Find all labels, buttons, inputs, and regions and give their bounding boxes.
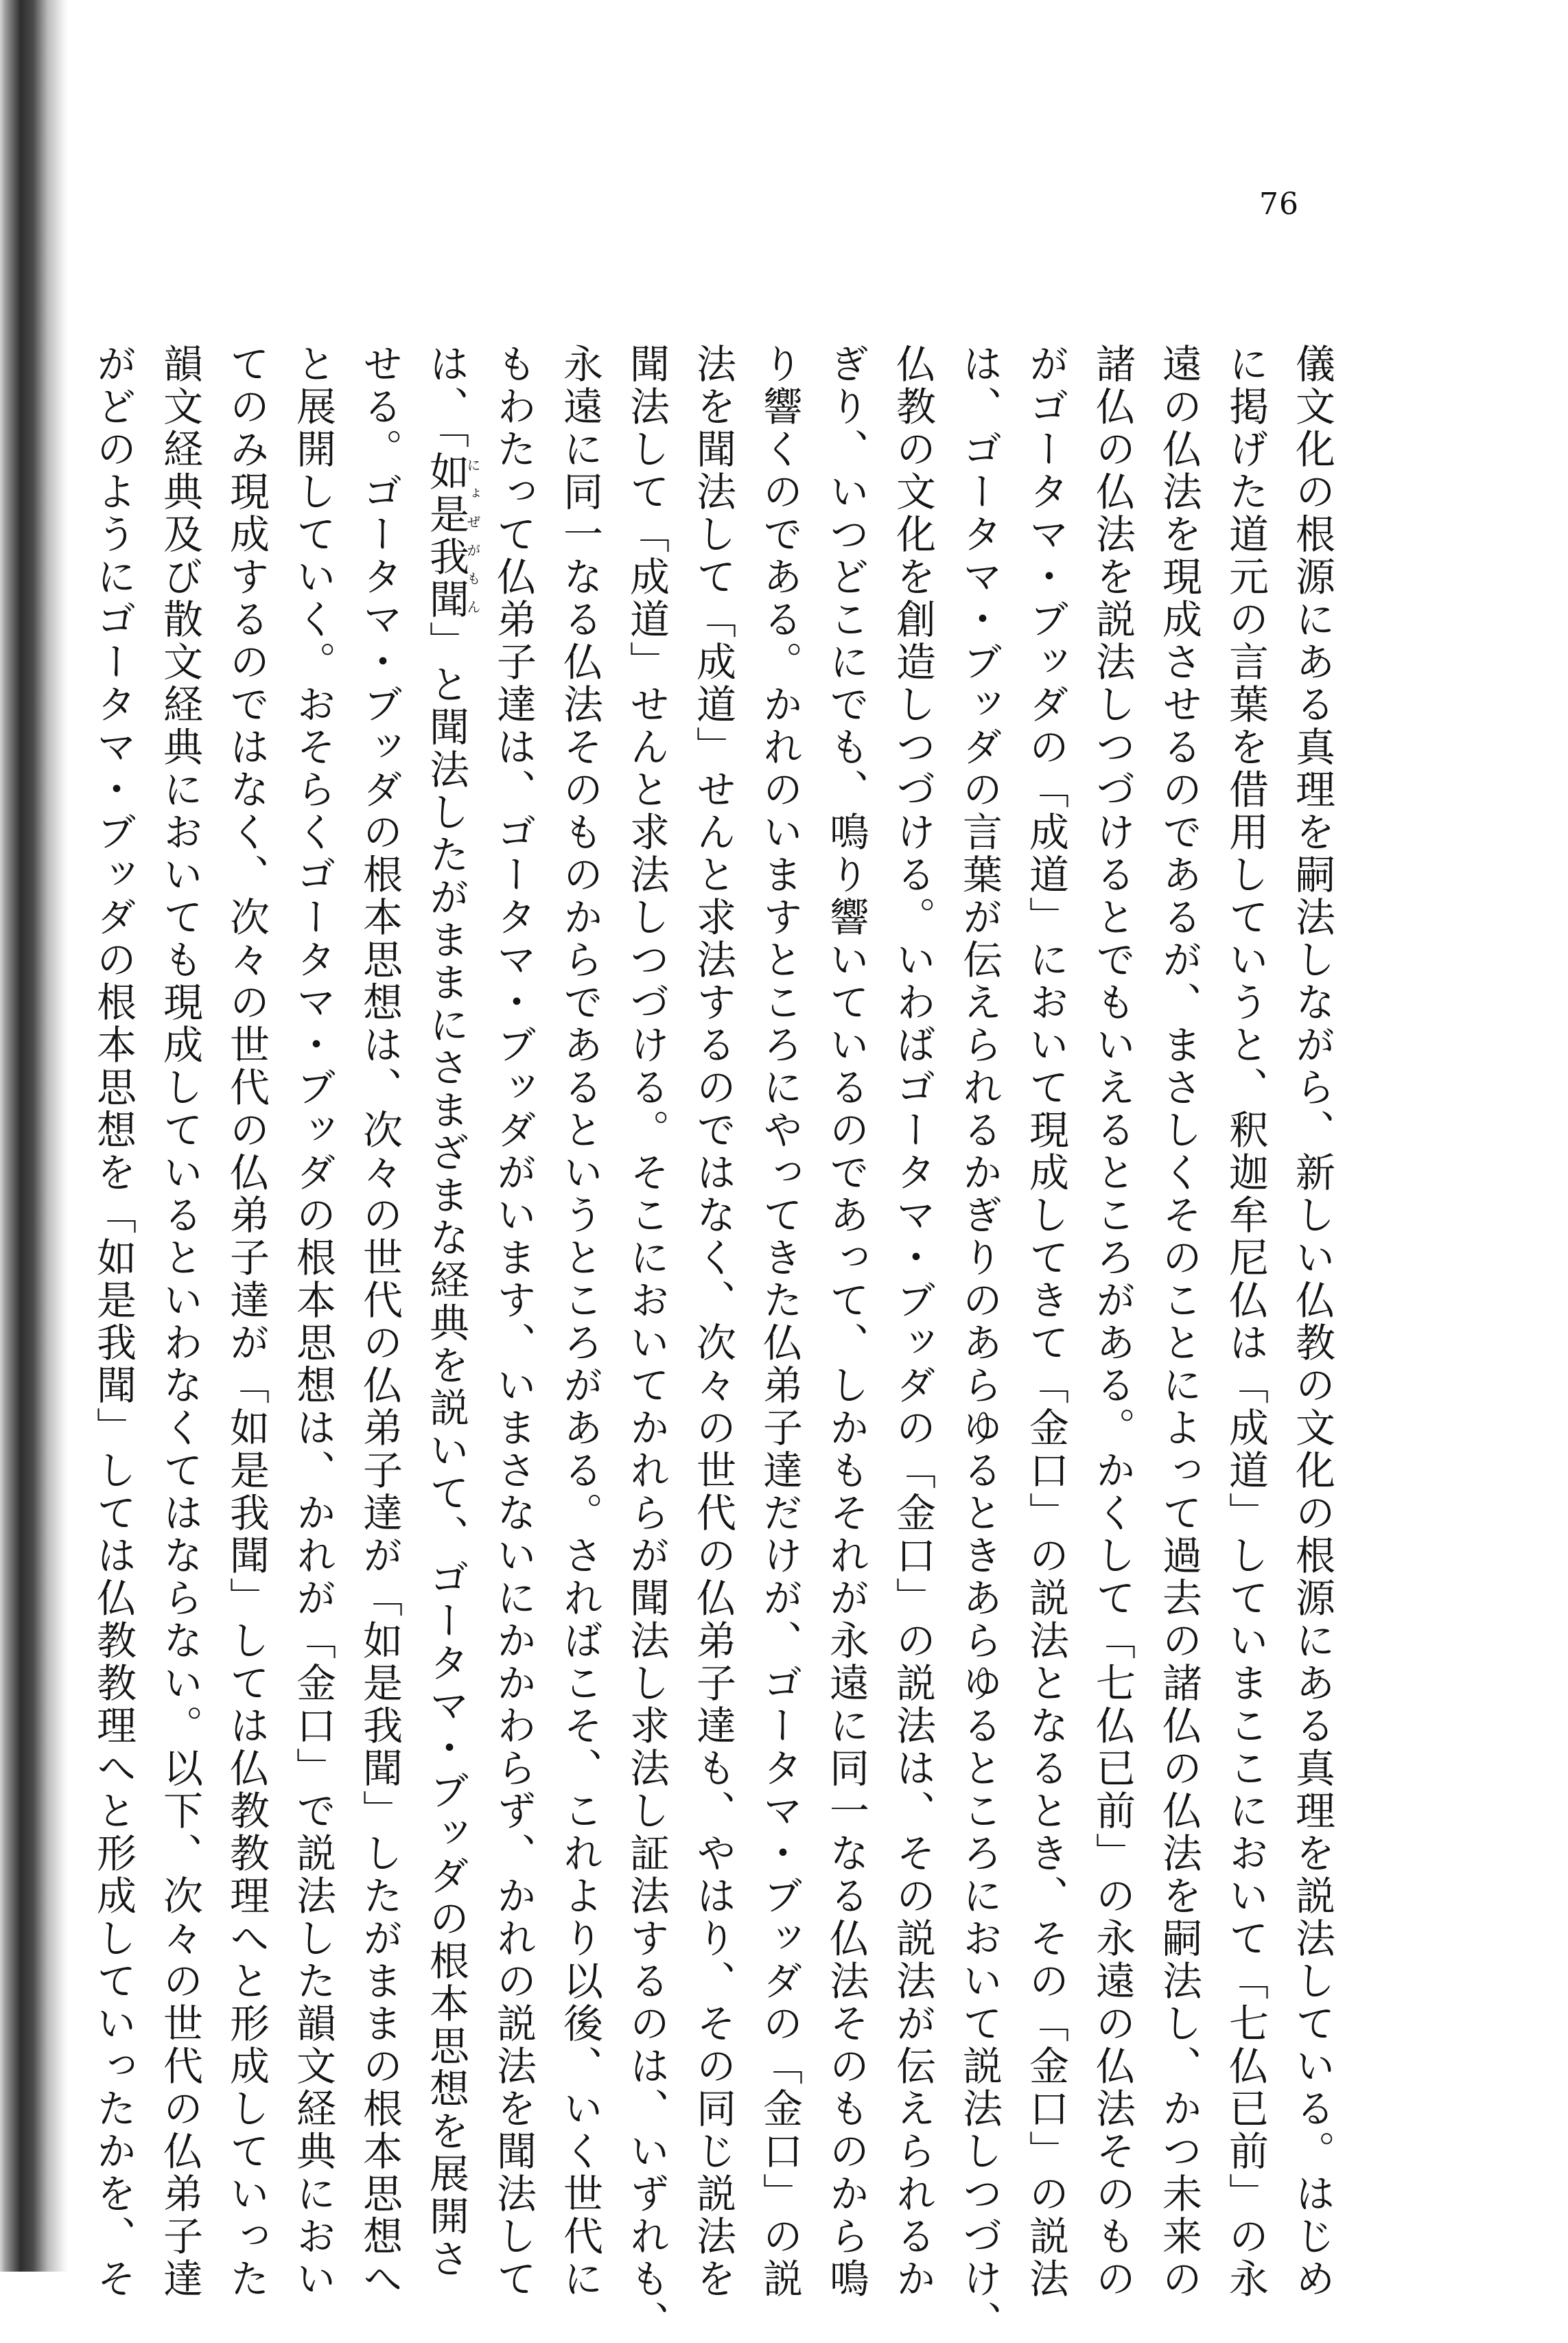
text-column: 韻文経典及び散文経典においても現成しているといわなくてはならない。以下、次々の世代の仏弟子達 bbox=[156, 343, 203, 2300]
body-text bbox=[90, 343, 1345, 2343]
text-column: 聞法して「成道」せんと求法しつづける。そこにおいてかれらが聞法し求法し証法するのは、いずれも、 bbox=[623, 343, 670, 2343]
text-column: ぎり、いつどこにでも、鳴り響いているのであって、しかもそれが永遠に同一なる仏法そのものから鳴 bbox=[823, 343, 869, 2300]
text-column: もわたって仏弟子達は、ゴータマ・ブッダがいます、いまさないにかかわらず、かれの説法を聞法して bbox=[490, 343, 537, 2300]
ruby-line-after: 」と聞法したがままにさまざまな経典を説いて、ゴータマ・ブッダの根本思想を展開さ bbox=[423, 621, 469, 2281]
text-column: 仏教の文化を創造しつづける。いわばゴータマ・ブッダの「金口」の説法は、その説法が伝えられるか bbox=[889, 343, 936, 2300]
text-column: 儀文化の根源にある真理を嗣法しながら、新しい仏教の文化の根源にある真理を説法している。はじめ bbox=[1289, 343, 1335, 2300]
text-column: がどのようにゴータマ・ブッダの根本思想を「如是我聞」しては仏教教理へと形成していったかを、そ bbox=[90, 343, 137, 2300]
page-number: 76 bbox=[1259, 187, 1299, 222]
book-binding-shadow bbox=[0, 0, 69, 2272]
text-column: に掲げた道元の言葉を借用していうと、釈迦牟尼仏は「成道」していまここにおいて「七仏已前」の永 bbox=[1222, 343, 1269, 2300]
text-column: り響くのである。かれのいますところにやってきた仏弟子達だけが、ゴータマ・ブッダの「金口」の説 bbox=[756, 343, 803, 2300]
furigana-reading: にょぜがもん bbox=[465, 451, 481, 621]
text-column: せる。ゴータマ・ブッダの根本思想は、次々の世代の仏弟子達が「如是我聞」したがままの根本思想へ bbox=[356, 343, 403, 2300]
text-column: と展開していく。おそらくゴータマ・ブッダの根本思想は、かれが「金口」で説法した韻文経典におい bbox=[290, 343, 336, 2300]
ruby-line-before: は、「 bbox=[423, 343, 469, 451]
furigana-term bbox=[423, 451, 481, 621]
text-column: 法を聞法して「成道」せんと求法するのではなく、次々の世代の仏弟子達も、やはり、その同じ説法を bbox=[690, 343, 736, 2300]
text-column: 遠の仏法を現成させるのであるが、まさしくそのことによって過去の諸仏の仏法を嗣法し、かつ未来の bbox=[1156, 343, 1202, 2300]
text-column: てのみ現成するのではなく、次々の世代の仏弟子達が「如是我聞」しては仏教教理へと形成していった bbox=[223, 343, 270, 2300]
text-column-with-furigana bbox=[412, 343, 481, 2281]
text-column: がゴータマ・ブッダの「成道」において現成してきて「金口」の説法となるとき、その「金口」の説法 bbox=[1022, 343, 1069, 2300]
text-column: 永遠に同一なる仏法そのものからであるというところがある。さればこそ、これより以後、いく世代に bbox=[557, 343, 603, 2300]
text-column: 諸仏の仏法を説法しつづけるとでもいえるところがある。かくして「七仏已前」の永遠の仏法そのもの bbox=[1089, 343, 1136, 2300]
furigana-base: 如是我聞 bbox=[423, 451, 469, 621]
text-column: は、ゴータマ・ブッダの言葉が伝えられるかぎりのあらゆるときあらゆるところにおいて説法しつづけ、 bbox=[956, 343, 1003, 2343]
